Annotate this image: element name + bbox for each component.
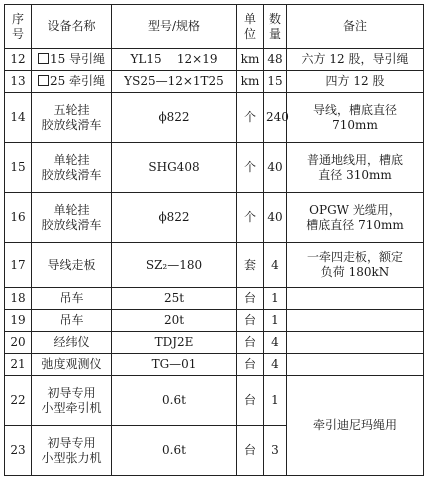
header-model: 型号/规格 (112, 5, 237, 49)
cell-name: 初导专用 小型张力机 (32, 426, 112, 476)
table-row (5, 93, 424, 143)
header-row (5, 5, 424, 49)
cell-model: SZ₂—180 (112, 243, 237, 288)
cell-note (287, 310, 424, 332)
cell-model: 0.6t (112, 426, 237, 476)
table-row (5, 332, 424, 354)
cell-unit: 个 (237, 193, 264, 243)
cell-note: 四方 12 股 (287, 71, 424, 93)
cell-unit: 个 (237, 143, 264, 193)
cell-qty: 1 (264, 376, 287, 426)
cell-qty: 3 (264, 426, 287, 476)
checkbox-square-icon (38, 53, 49, 64)
cell-note-merged: 牵引迪尼玛绳用 (287, 376, 424, 476)
cell-model: YL15 12×19 (112, 49, 237, 71)
table-row (5, 243, 424, 288)
cell-no: 18 (5, 288, 32, 310)
cell-no: 22 (5, 376, 32, 426)
cell-unit: 台 (237, 332, 264, 354)
cell-qty: 15 (264, 71, 287, 93)
cell-no: 12 (5, 49, 32, 71)
cell-no: 23 (5, 426, 32, 476)
cell-unit: 台 (237, 426, 264, 476)
cell-unit: 套 (237, 243, 264, 288)
cell-unit: 台 (237, 354, 264, 376)
cell-qty: 4 (264, 332, 287, 354)
cell-qty: 240 (264, 93, 287, 143)
table-row (5, 71, 424, 93)
cell-note: 一牵四走板，额定 负荷 180kN (287, 243, 424, 288)
cell-model: 0.6t (112, 376, 237, 426)
table-row (5, 376, 424, 426)
cell-no: 19 (5, 310, 32, 332)
cell-model: YS25—12×1T25 (112, 71, 237, 93)
cell-no: 15 (5, 143, 32, 193)
table-row (5, 49, 424, 71)
cell-note: 普通地线用，槽底 直径 310mm (287, 143, 424, 193)
cell-name: 单轮挂 胶放线滑车 (32, 193, 112, 243)
cell-model: SHG408 (112, 143, 237, 193)
header-qty: 数 量 (264, 5, 287, 49)
cell-no: 14 (5, 93, 32, 143)
header-note: 备注 (287, 5, 424, 49)
table-row (5, 193, 424, 243)
cell-qty: 1 (264, 288, 287, 310)
cell-unit: 台 (237, 310, 264, 332)
cell-name: 吊车 (32, 288, 112, 310)
cell-no: 13 (5, 71, 32, 93)
cell-name: 经纬仪 (32, 332, 112, 354)
table-row (5, 143, 424, 193)
cell-no: 16 (5, 193, 32, 243)
header-name: 设备名称 (32, 5, 112, 49)
cell-model: 25t (112, 288, 237, 310)
cell-name: 导线走板 (32, 243, 112, 288)
cell-note: OPGW 光缆用， 槽底直径 710mm (287, 193, 424, 243)
cell-model: TDJ2E (112, 332, 237, 354)
cell-note: 导线，槽底直径 710mm (287, 93, 424, 143)
cell-name: 弛度观测仪 (32, 354, 112, 376)
equipment-table (4, 4, 424, 476)
cell-no: 21 (5, 354, 32, 376)
cell-unit: 台 (237, 288, 264, 310)
table-row (5, 310, 424, 332)
cell-name: 15 导引绳 (32, 49, 112, 71)
cell-note (287, 354, 424, 376)
cell-qty: 40 (264, 193, 287, 243)
cell-name: 单轮挂 胶放线滑车 (32, 143, 112, 193)
cell-note (287, 332, 424, 354)
cell-unit: 个 (237, 93, 264, 143)
header-unit: 单 位 (237, 5, 264, 49)
table-body (5, 49, 424, 476)
cell-no: 17 (5, 243, 32, 288)
table-row (5, 354, 424, 376)
cell-qty: 4 (264, 243, 287, 288)
cell-qty: 40 (264, 143, 287, 193)
table-row (5, 288, 424, 310)
cell-model: TG—01 (112, 354, 237, 376)
cell-model: ϕ822 (112, 193, 237, 243)
cell-unit: 台 (237, 376, 264, 426)
cell-unit: km (237, 71, 264, 93)
cell-no: 20 (5, 332, 32, 354)
cell-name: 初导专用 小型牵引机 (32, 376, 112, 426)
cell-qty: 4 (264, 354, 287, 376)
cell-name: 五轮挂 胶放线滑车 (32, 93, 112, 143)
cell-note: 六方 12 股，导引绳 (287, 49, 424, 71)
cell-model: ϕ822 (112, 93, 237, 143)
cell-model: 20t (112, 310, 237, 332)
cell-note (287, 288, 424, 310)
cell-qty: 1 (264, 310, 287, 332)
header-no: 序 号 (5, 5, 32, 49)
cell-name: 25 牵引绳 (32, 71, 112, 93)
checkbox-square-icon (38, 75, 49, 86)
cell-qty: 48 (264, 49, 287, 71)
cell-name: 吊车 (32, 310, 112, 332)
cell-unit: km (237, 49, 264, 71)
